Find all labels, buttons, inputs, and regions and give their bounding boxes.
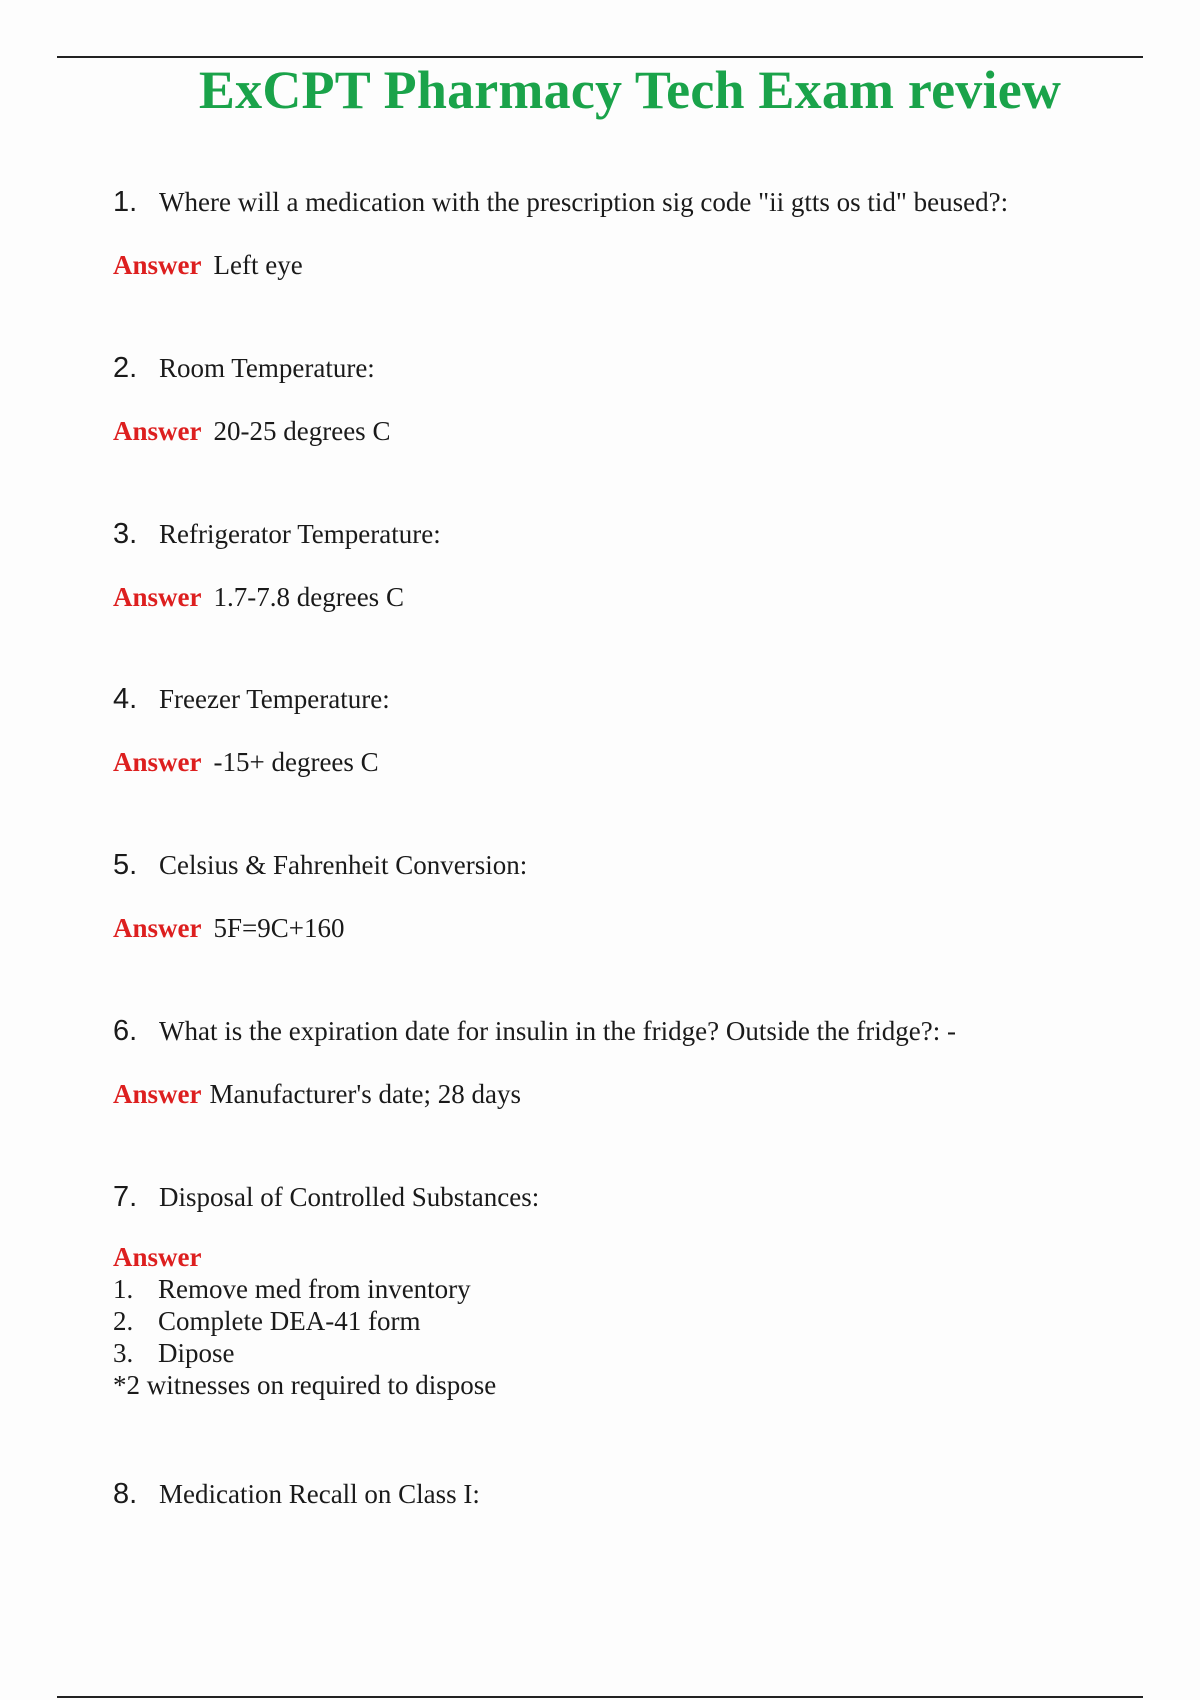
answer-2 [113, 414, 1113, 448]
question-text: What is the expiration date for insulin in the fridge? Outside the fridge?: - [159, 1016, 957, 1046]
question-number: 6. [113, 1015, 138, 1047]
qa-item-2 [113, 351, 1113, 448]
qa-item-8 [113, 1477, 1113, 1511]
step-item [113, 1337, 1113, 1369]
step-item [113, 1305, 1113, 1337]
answer-text: Left eye [213, 250, 303, 280]
question-number: 7. [113, 1181, 138, 1213]
step-text: Dipose [158, 1338, 235, 1368]
question-4 [113, 682, 1113, 716]
question-text: Medication Recall on Class I: [159, 1479, 480, 1509]
disposal-note: *2 witnesses on required to dispose [113, 1370, 497, 1400]
question-text: Freezer Temperature: [159, 684, 390, 714]
qa-item-1 [113, 185, 1113, 282]
answer-label: Answer [113, 416, 202, 446]
question-3 [113, 517, 1113, 551]
answer-label: Answer [113, 1079, 202, 1109]
answer-text: 5F=9C+160 [213, 913, 345, 943]
question-8 [113, 1477, 1113, 1511]
step-number: 2. [113, 1306, 134, 1336]
question-text: Where will a medication with the prescription sig code "ii gtts os tid" beused?: [159, 187, 1009, 217]
question-2 [113, 351, 1113, 385]
question-number: 8. [113, 1478, 138, 1510]
question-6 [113, 1014, 1113, 1048]
question-text: Celsius & Fahrenheit Conversion: [159, 850, 528, 880]
answer-label: Answer [113, 747, 202, 777]
question-number: 5. [113, 849, 138, 881]
document-title: ExCPT Pharmacy Tech Exam review [198, 60, 1062, 120]
qa-item-7 [113, 1180, 1113, 1401]
answer-text: 20-25 degrees C [213, 416, 391, 446]
step-text: Complete DEA-41 form [158, 1306, 421, 1336]
answer-label: Answer [113, 1242, 202, 1272]
answer-5 [113, 911, 1113, 945]
question-text: Refrigerator Temperature: [159, 519, 441, 549]
answer-7 [113, 1241, 1113, 1401]
answer-text: Manufacturer's date; 28 days [209, 1079, 522, 1109]
question-number: 2. [113, 352, 138, 384]
answer-1 [113, 248, 1113, 282]
answer-label: Answer [113, 250, 202, 280]
step-number: 3. [113, 1338, 134, 1368]
question-1 [113, 185, 1113, 219]
step-text: Remove med from inventory [158, 1274, 471, 1304]
question-number: 4. [113, 683, 138, 715]
qa-item-4 [113, 682, 1113, 779]
answer-text: 1.7-7.8 degrees C [213, 582, 404, 612]
question-5 [113, 848, 1113, 882]
footer-rule [57, 1696, 1143, 1698]
qa-item-5 [113, 848, 1113, 945]
answer-6 [113, 1077, 1113, 1111]
answer-3 [113, 580, 1113, 614]
answer-label: Answer [113, 913, 202, 943]
question-text: Room Temperature: [159, 353, 375, 383]
step-item [113, 1273, 1113, 1305]
question-text: Disposal of Controlled Substances: [159, 1182, 540, 1212]
question-number: 3. [113, 518, 138, 550]
disposal-steps [113, 1273, 1113, 1369]
answer-4 [113, 745, 1113, 779]
question-number: 1. [113, 186, 138, 218]
step-number: 1. [113, 1274, 134, 1304]
answer-label: Answer [113, 582, 202, 612]
question-7 [113, 1180, 1113, 1214]
qa-item-6 [113, 1014, 1113, 1111]
qa-item-3 [113, 517, 1113, 614]
answer-text: -15+ degrees C [213, 747, 379, 777]
